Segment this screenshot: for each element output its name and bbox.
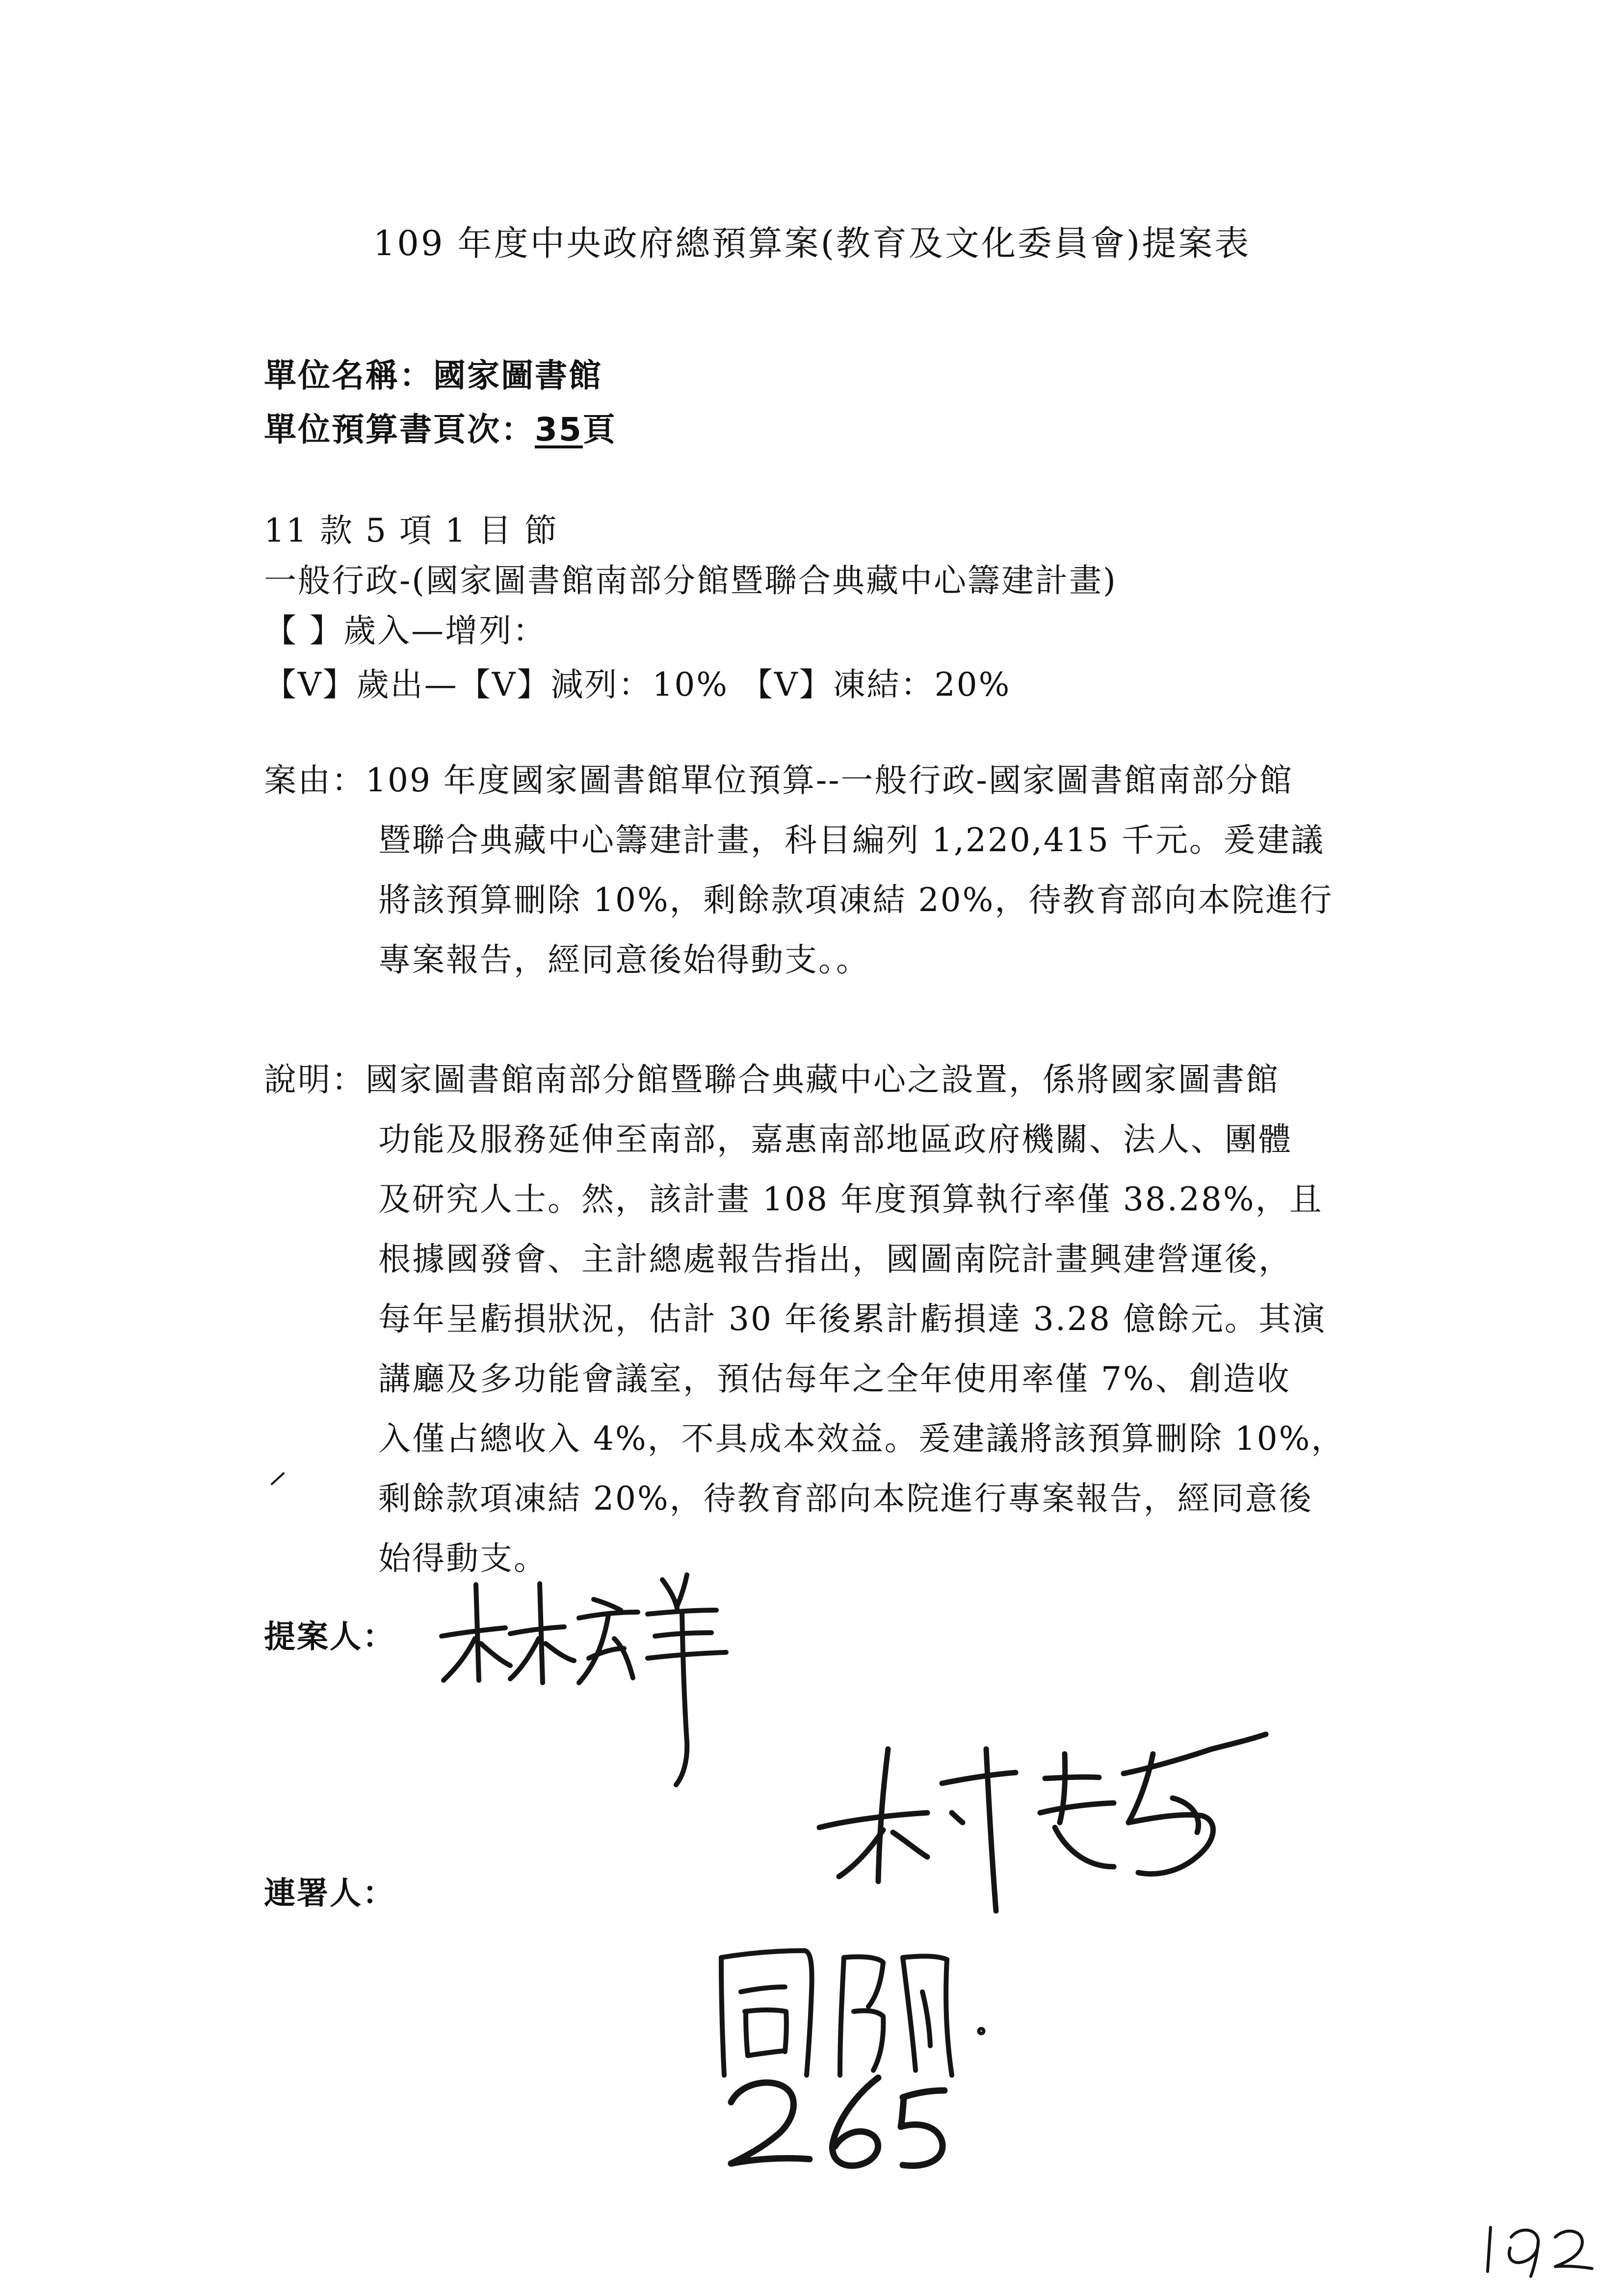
program-name: 一般行政-(國家圖書館南部分館暨聯合典藏中心籌建計畫) <box>264 562 1117 600</box>
proposer-label: 提案人： <box>264 1619 395 1655</box>
explanation-line: 始得動支。 <box>378 1539 548 1577</box>
reason-line: 專案報告，經同意後始得動支。。 <box>378 941 870 979</box>
explanation-line: 根據國發會、主計總處報告指出，國圖南院計畫興建營運後， <box>378 1240 1292 1278</box>
handwritten-page-number <box>1482 2208 1599 2281</box>
unit-name-value: 國家圖書館 <box>433 357 602 394</box>
cosigner-label: 連署人： <box>264 1876 395 1912</box>
explanation-section <box>264 1050 1412 1589</box>
budget-code: 11 款 5 項 1 目 節 <box>264 512 558 549</box>
unit-page-label: 單位預算書頁次： <box>264 411 535 448</box>
unit-page-suffix: 頁 <box>582 411 617 448</box>
cosigner-signature-1 <box>810 1720 1276 1926</box>
reason-label: 案由： <box>264 761 366 799</box>
proposer-signature <box>432 1565 736 1791</box>
reason-line: 暨聯合典藏中心籌建計畫，科目編列 1,220,415 千元。爰建議 <box>378 821 1325 859</box>
explanation-line: 國家圖書館南部分館暨聯合典藏中心之設置，係將國家圖書館 <box>366 1061 1280 1098</box>
revenue-line: 【 】歲入—增列： <box>264 612 547 650</box>
unit-page-row <box>264 403 617 450</box>
explanation-line: 及研究人士。然，該計畫 108 年度預算執行率僅 38.28%，且 <box>378 1180 1323 1218</box>
reason-line: 將該預算刪除 10%，剩餘款項凍結 20%，待教育部向本院進行 <box>378 881 1334 919</box>
reason-line: 109 年度國家圖書館單位預算--一般行政-國家圖書館南部分館 <box>366 761 1293 799</box>
stray-pen-mark <box>269 1469 288 1489</box>
unit-name-label: 單位名稱： <box>264 357 433 394</box>
explanation-line: 功能及服務延伸至南部，嘉惠南部地區政府機關、法人、團體 <box>378 1121 1292 1158</box>
cosigner-signature-2 <box>707 1938 1001 2085</box>
explanation-line: 每年呈虧損狀況，估計 30 年後累計虧損達 3.28 億餘元。其演 <box>378 1300 1326 1338</box>
document-title: 109 年度中央政府總預算案(教育及文化委員會)提案表 <box>373 223 1251 263</box>
explanation-label: 說明： <box>264 1061 366 1098</box>
unit-page-value: 35 <box>535 411 583 448</box>
expense-line: 【V】歲出—【V】減列：10% 【V】凍結：20% <box>264 666 1011 704</box>
unit-name-row <box>264 349 602 396</box>
explanation-line: 剩餘款項凍結 20%，待教育部向本院進行專案報告，經同意後 <box>378 1480 1313 1517</box>
reason-section <box>264 751 1412 990</box>
explanation-line: 入僅占總收入 4%，不具成本效益。爰建議將該預算刪除 10%， <box>378 1420 1345 1458</box>
handwritten-number <box>721 2068 952 2176</box>
explanation-line: 講廳及多功能會議室，預估每年之全年使用率僅 7%、創造收 <box>378 1360 1291 1398</box>
